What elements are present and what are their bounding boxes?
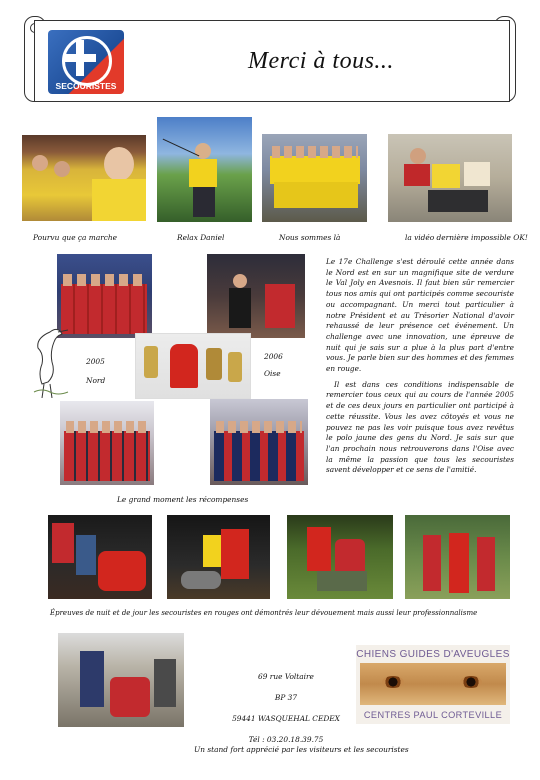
address-line-2: BP 37 bbox=[274, 693, 298, 702]
photo-video bbox=[388, 134, 512, 222]
photo-stage bbox=[207, 254, 305, 338]
photo-group-yellow bbox=[262, 134, 367, 222]
photo-trophies bbox=[135, 333, 251, 399]
caption-photo3: Nous sommes là bbox=[279, 233, 341, 242]
caption-photo2: Relax Daniel bbox=[177, 233, 225, 242]
guide-dogs-subtitle: CENTRES PAUL CORTEVILLE bbox=[363, 710, 503, 720]
caption-bottom: Un stand fort apprécié par les visiteurs et les secouristes bbox=[194, 745, 409, 754]
address-line-3: 59441 WASQUEHAL CEDEX bbox=[232, 714, 340, 723]
photo-fishing bbox=[157, 117, 252, 222]
page-title: Merci à tous... bbox=[248, 48, 394, 74]
logo-text: SECOURISTES bbox=[55, 81, 117, 91]
photo-night-4 bbox=[405, 515, 510, 599]
right-year: 2006 bbox=[264, 352, 283, 361]
caption-photo1: Pourvu que ça marche bbox=[33, 233, 118, 242]
address-line-4: Tél : 03.20.18.39.75 bbox=[248, 735, 324, 744]
article-text bbox=[326, 257, 514, 481]
photo-team-nord bbox=[57, 254, 152, 338]
address-block bbox=[226, 666, 346, 750]
photo-night-1 bbox=[48, 515, 152, 599]
photo-crowd bbox=[22, 135, 146, 221]
guide-dogs-ad bbox=[356, 645, 510, 724]
article-paragraph-2: Il est dans ces conditions indispensable de remercier tous ceux qui au cours de l'année 2005 et de ces deux jours en particulier ont participé à cette réussite. Vous les avez côtoyés et vous ne pouvez ne pas les voir puisque tous avez revêtus le polo jaune des gens du Nord. Je sais sur que l'an prochain nous retrouverons dans l'Oise avec la même la passion que tous les secouristes savent développer et ce sens de l'amitié. bbox=[326, 379, 514, 475]
address-line-1: 69 rue Voltaire bbox=[258, 672, 314, 681]
caption-awards: Le grand moment les récompenses bbox=[117, 495, 249, 504]
photo-night-3 bbox=[287, 515, 393, 599]
caption-photo4: la vidéo dernière impossible OK! bbox=[405, 233, 528, 242]
photo-team-oise bbox=[210, 399, 308, 485]
right-region: Oise bbox=[264, 369, 281, 378]
photo-stand bbox=[58, 633, 184, 727]
left-region: Nord bbox=[86, 376, 106, 385]
photo-team-nord-2 bbox=[60, 401, 154, 485]
caption-night: Épreuves de nuit et de jour les secouristes en rouges ont démontrés leur dévouement mais aussi leur professionnalisme bbox=[50, 609, 478, 617]
photo-night-2 bbox=[167, 515, 270, 599]
article-paragraph-1: Le 17e Challenge s'est déroulé cette année dans le Nord est en sur un magnifique site de verdure le Val Joly en Avesnois. Il faut bien sûr remercier tous nos amis qui ont participés comme secouriste ou accompagnant. Un merci tout particulier à notre Président et au Trésorier National d'avoir rehaussé de leur présence cet événement. Un challenge avec une innovation, une épreuve de nuit qui je sais sur a plue à la plus part d'entre vous. Je parle bien sur des hommes et des femmes en rouge. bbox=[326, 257, 514, 374]
secouristes-logo bbox=[48, 30, 124, 94]
guide-dogs-title: CHIENS GUIDES D'AVEUGLES bbox=[356, 649, 510, 660]
dog-eyes-image bbox=[360, 663, 506, 705]
heron-drawing bbox=[30, 326, 70, 398]
left-year: 2005 bbox=[86, 357, 105, 366]
